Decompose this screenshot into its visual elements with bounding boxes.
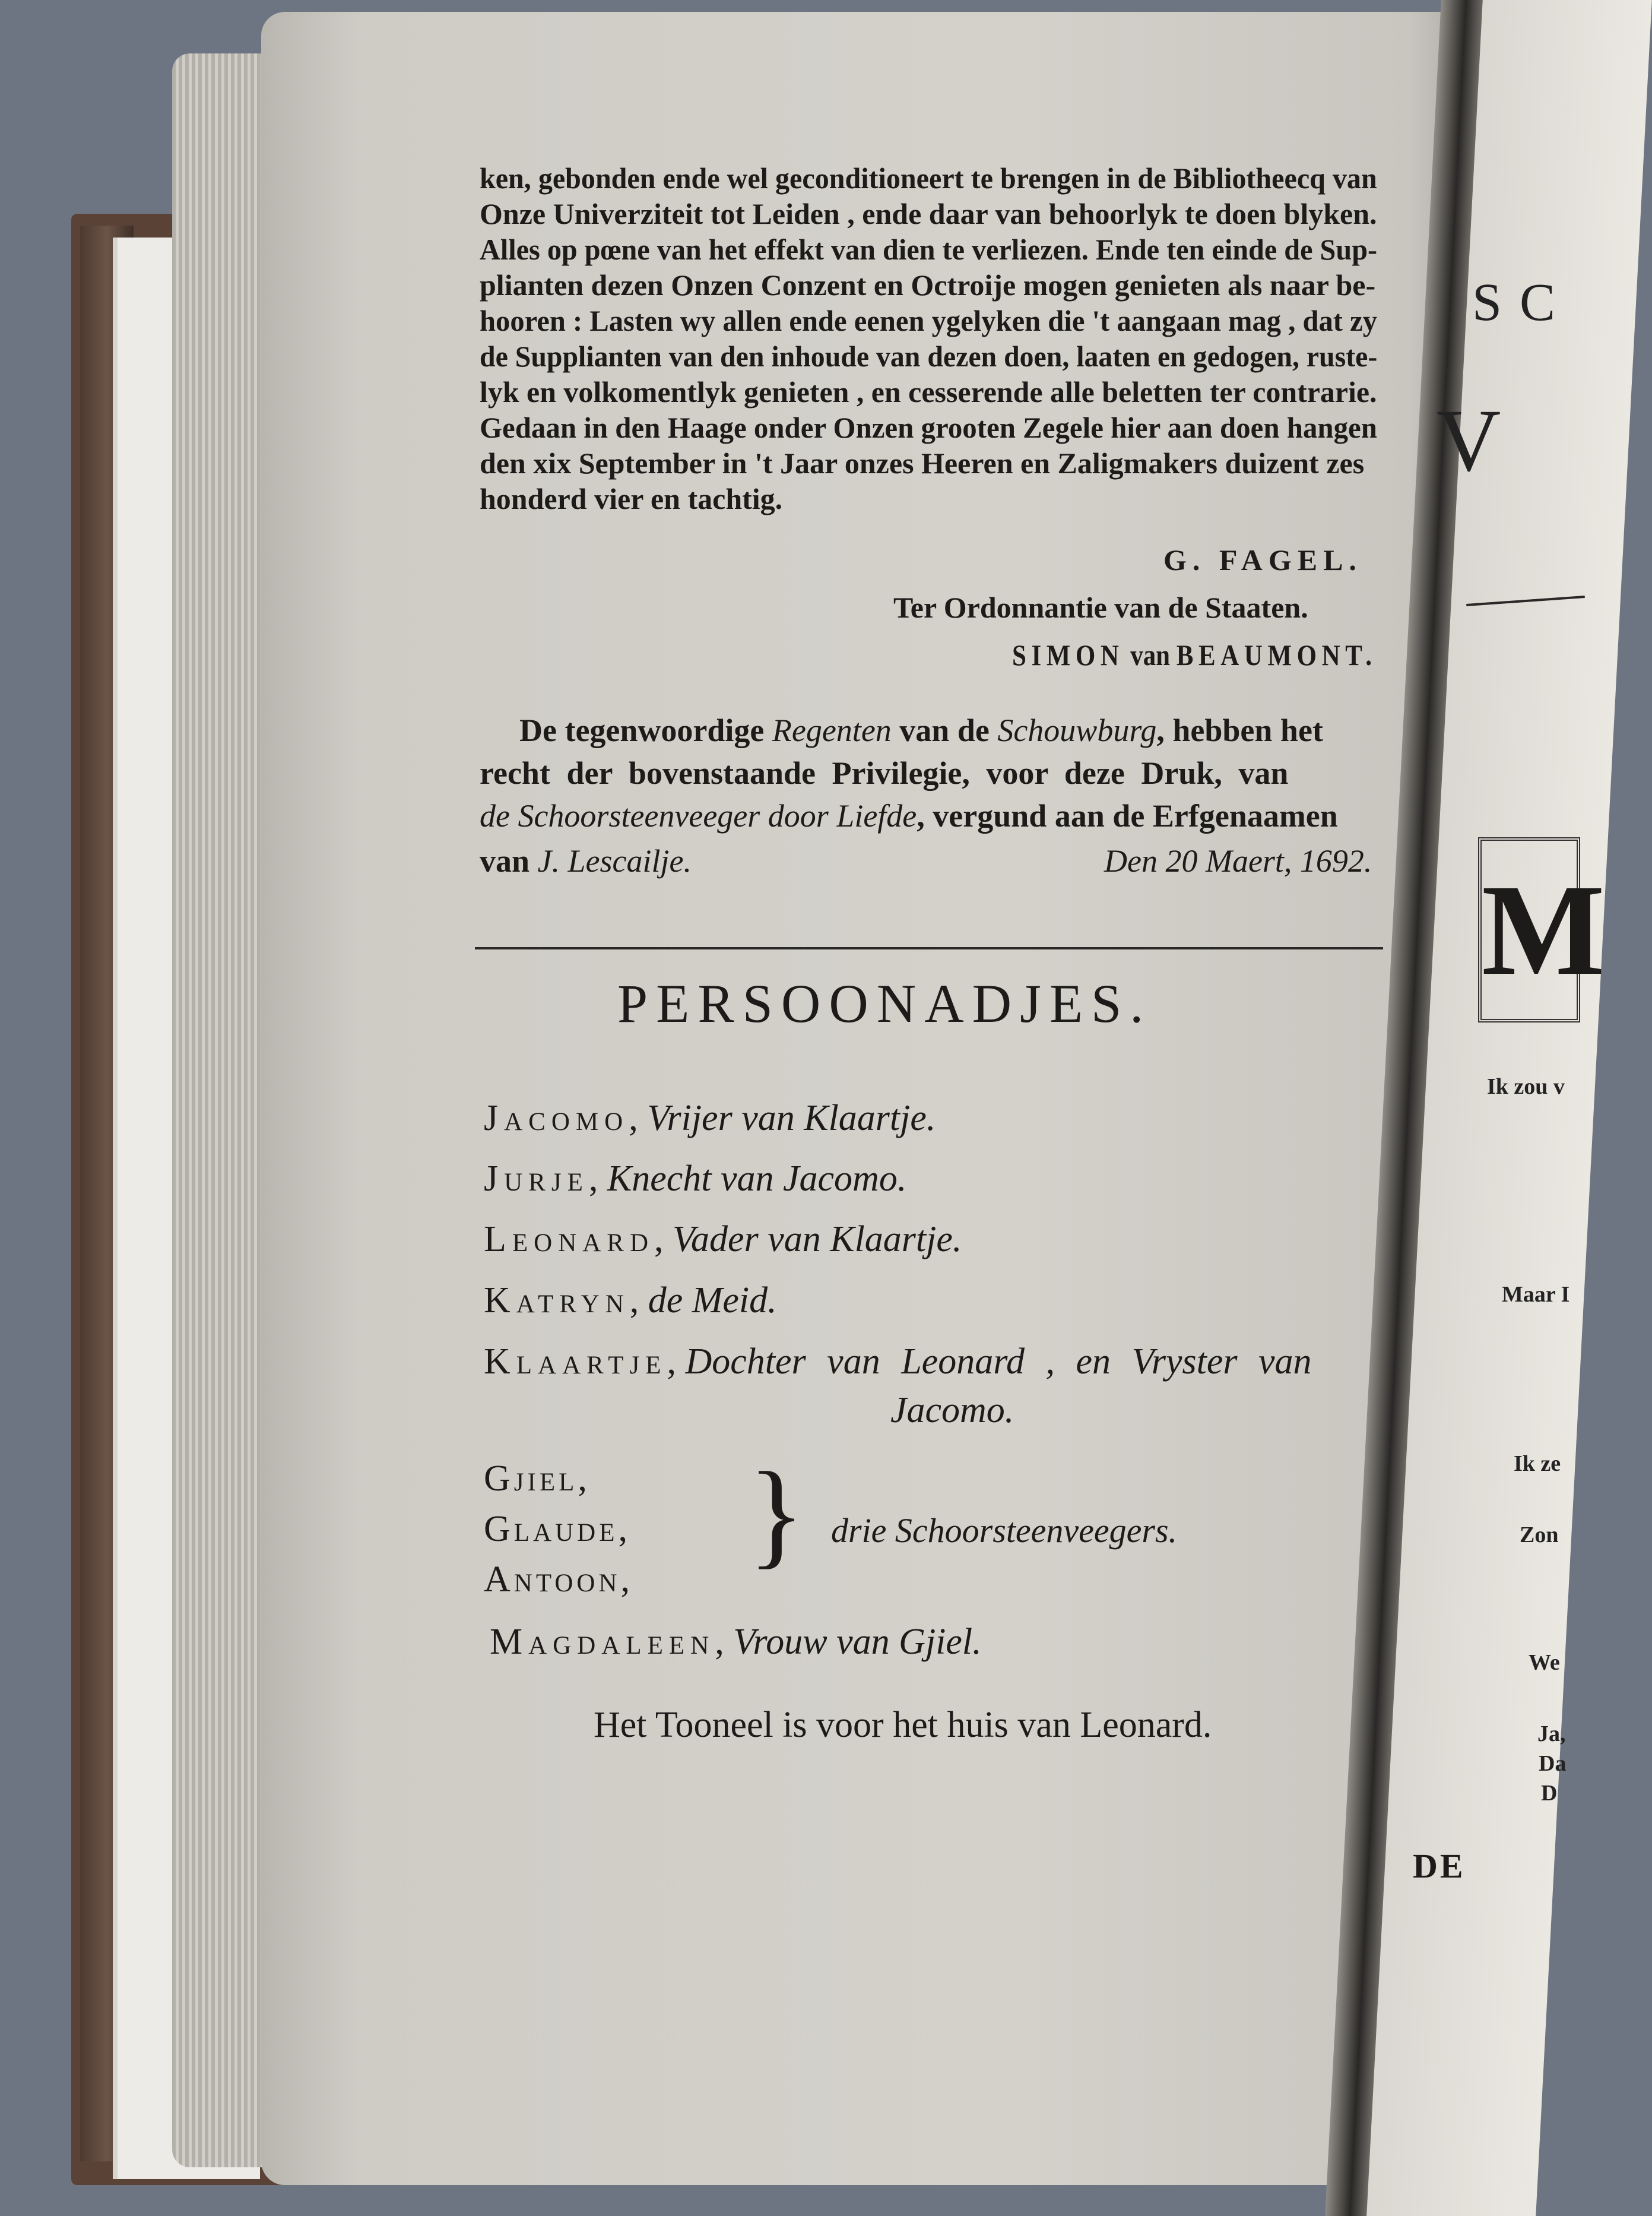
note-line [519,713,1323,748]
t: De tegenwoordige [519,713,772,748]
character-name: Gjiel, [484,1458,591,1499]
sig-part: van [1130,638,1171,672]
signature-fagel: G. FAGEL. [1163,543,1362,577]
right-line: D [1541,1781,1558,1806]
t: J. Lescailje. [537,843,692,879]
character-desc: Vader van Klaartje. [673,1219,962,1259]
group-desc: drie Schoorsteenveegers. [831,1511,1178,1550]
right-title-fragment: SC [1472,273,1574,332]
character-item: Klaartje, Dochter van Leonard , en Vryster van [484,1341,1312,1382]
t: van [480,843,538,879]
text-line: de Supplianten van den inhoude van dezen doen, laaten en gedogen, ruste- [480,340,1378,373]
character-desc: Dochter van Leonard , en Vryster van [685,1341,1312,1382]
right-line: Ik zou v [1487,1074,1565,1099]
text-line: den xix September in 't Jaar onzes Heeren en Zaligmakers duizent zes [480,447,1365,480]
character-name: Leonard [484,1219,655,1259]
brace-icon: } [748,1448,805,1579]
dramatis-personae-heading: PERSOONADJES. [617,973,1152,1034]
divider-rule [475,947,1383,949]
catchword: DE [1413,1847,1466,1885]
right-line: Da [1539,1751,1567,1776]
note-line [480,843,692,879]
text-line: Alles op pœne van het effekt van dien te verliezen. Ende ten einde de Sup- [480,233,1378,266]
signature-beaumont [1012,638,1377,672]
character-name: Jurje [484,1158,589,1199]
character-desc: Knecht van Jacomo. [607,1158,907,1199]
character-desc: Vrijer van Klaartje. [647,1098,936,1138]
text-line: plianten dezen Onzen Conzent en Octroije mogen genieten als naar be- [480,268,1376,302]
character-desc-cont: Jacomo. [890,1390,1014,1430]
character-desc: Vrouw van Gjiel. [733,1622,982,1662]
right-line: We [1529,1650,1560,1675]
sig-part: BEAUMONT. [1176,638,1377,672]
character-name: Katryn [484,1280,630,1321]
right-line: Ja, [1537,1721,1566,1746]
t: Regenten [772,713,892,748]
character-item: Leonard, Vader van Klaartje. [484,1219,962,1259]
sig-part: SIMON [1012,638,1124,672]
text-line: Gedaan in den Haage onder Onzen grooten Zegele hier aan doen hangen [480,411,1377,444]
text-line: ken, gebonden ende wel geconditioneert te brengen in de Bibliotheecq van [480,162,1377,195]
t: Schouwburg [997,713,1157,748]
ordonnantie-line: Ter Ordonnantie van de Staaten. [893,591,1308,624]
right-title-fragment: V [1437,391,1501,490]
t: de Schoorsteenveeger door Liefde [480,798,917,834]
character-name: Glaude, [484,1509,631,1549]
right-line: Ik ze [1514,1451,1561,1476]
decorated-initial: M [1478,837,1580,1022]
character-name: Klaartje [484,1341,667,1382]
character-name: Antoon, [484,1559,633,1600]
character-item: Magdaleen, Vrouw van Gjiel. [490,1622,982,1662]
character-item: Jurje, Knecht van Jacomo. [484,1158,907,1199]
t: , vergund aan de Erfgenaamen [917,798,1338,834]
t: van de [891,713,998,748]
character-desc: de Meid. [648,1280,777,1321]
text-line: hooren : Lasten wy allen ende eenen ygelyken die 't aangaan mag , dat zy [480,304,1377,337]
text-line: lyk en volkomentlyk genieten , en cesserende alle beletten ter contrarie. [480,375,1377,409]
right-line: Zon [1520,1522,1559,1547]
text-line: Onze Univerziteit tot Leiden , ende daar van behoorlyk te doen blyken. [480,197,1377,230]
note-date: Den 20 Maert, 1692. [1104,843,1372,879]
character-item: Jacomo, Vrijer van Klaartje. [484,1098,936,1138]
note-line [480,798,1338,834]
scene-line: Het Tooneel is voor het huis van Leonard. [594,1705,1212,1745]
character-name: Magdaleen [490,1622,715,1662]
note-line: recht der bovenstaande Privilegie, voor deze Druk, van [480,755,1289,791]
character-item: Katryn, de Meid. [484,1280,777,1321]
right-line: Maar I [1502,1282,1570,1307]
text-line: honderd vier en tachtig. [480,482,783,515]
t: , hebben het [1156,713,1323,748]
character-name: Jacomo [484,1098,629,1138]
